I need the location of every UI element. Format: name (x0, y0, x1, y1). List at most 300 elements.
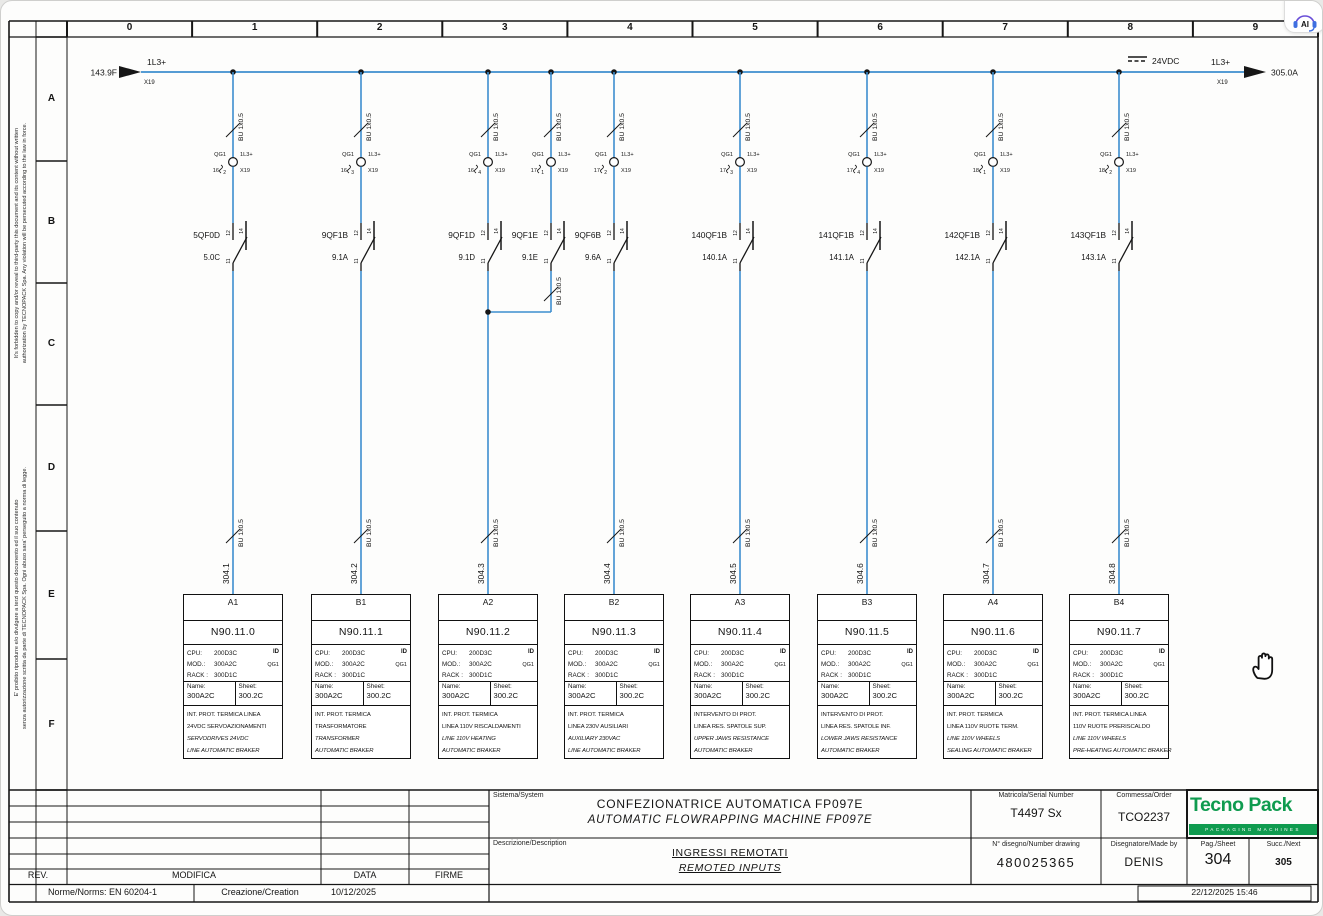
breaker-cross-reference: 9.6A (584, 253, 601, 262)
terminal-circle (547, 158, 556, 167)
block-tag: A3 (691, 595, 789, 621)
block-param-label: CPU: (694, 650, 710, 657)
wire-number-label: 304.8 (1107, 563, 1117, 584)
block-cpu-section (184, 645, 282, 682)
wire-gauge-label: BU 1x0.5 (998, 519, 1005, 547)
bus-right-signal-label: 1L3+ (1211, 57, 1231, 67)
sheet-number: 304 (1204, 851, 1232, 868)
block-sheet-label: Sheet: (872, 683, 891, 690)
ruler-column-number: 5 (752, 22, 758, 33)
block-description (439, 706, 537, 757)
block-param-row (568, 670, 663, 681)
bus-right-connector-label: X19 (1217, 80, 1228, 86)
block-name-cell (565, 682, 617, 705)
block-cpu-section (691, 645, 789, 682)
block-param-value: 300A2C (1100, 661, 1123, 668)
breaker-name-label: 143QF1B (1070, 230, 1106, 240)
block-desc-it-line: LINEA RES. SPATOLE SUP. (694, 724, 767, 730)
breaker-name-label: 9QF1B (321, 230, 348, 240)
terminal-connector-label: X19 (558, 168, 568, 174)
block-param-row (1073, 648, 1168, 659)
block-desc-it-line: INT. PROT. TERMICA (947, 712, 1003, 718)
block-id-marker: ID (907, 649, 913, 655)
block-param-row (821, 648, 916, 659)
breaker-cross-reference: 142.1A (955, 253, 980, 262)
breaker-name-label: 9QF1D (448, 230, 475, 240)
contact-moving-arm (993, 237, 1007, 263)
ruler-column-number: 7 (1002, 22, 1008, 33)
tecnopack-logo-subtitle: PACKAGING MACHINES (1189, 824, 1317, 835)
terminal-block-label: QG1 (974, 152, 986, 158)
block-id-marker: ID (273, 649, 279, 655)
block-name-sheet-row (439, 682, 537, 706)
creation-date: 10/12/2025 (331, 887, 377, 897)
ferrule-hook-symbol (980, 165, 983, 173)
contact-pin-bottom: 11 (733, 258, 739, 264)
schematic-drawing (1, 1, 1323, 916)
block-param-row (315, 648, 410, 659)
block-param-label: MOD.: (947, 661, 966, 668)
block-sheet-value: 300.2C (998, 691, 1024, 700)
block-sheet-label: Sheet: (493, 683, 512, 690)
breaker-name-label: 142QF1B (944, 230, 980, 240)
block-desc-en-line: AUTOMATIC BRAKER (442, 748, 501, 754)
serial-label: Matricola/Serial Number (998, 792, 1074, 799)
io-module-block (943, 594, 1043, 759)
block-param-value: 300D1C (848, 672, 872, 679)
terminal-strip-label: 17 (846, 168, 853, 174)
terminal-circle (610, 158, 619, 167)
block-sheet-value: 300.2C (745, 691, 771, 700)
contact-pin-top: 12 (544, 230, 550, 236)
block-param-row (694, 670, 789, 681)
order-value: TCO2237 (1117, 810, 1171, 824)
block-id-marker: ID (1033, 649, 1039, 655)
wire-gauge-label: BU 1x0.5 (745, 519, 752, 547)
block-desc-en-line: LINE 110V HEATING (442, 736, 496, 742)
terminal-strip-label: 16 (467, 168, 474, 174)
breaker-cross-reference: 141.1A (829, 253, 854, 262)
terminal-pin-number: 2 (223, 170, 226, 176)
terminal-block-label: QG1 (214, 152, 226, 158)
block-param-row (947, 670, 1042, 681)
terminal-signal-label: 1L3+ (240, 152, 253, 158)
block-desc-en-line: SERVODRIVES 24VDC (187, 736, 249, 742)
block-name-label: Name: (568, 683, 587, 690)
wire-gauge-label: BU 1x0.5 (998, 113, 1005, 141)
block-param-value: 300A2C (469, 661, 492, 668)
contact-pin-side: 14 (239, 228, 245, 234)
block-cpu-section (312, 645, 410, 682)
bus-left-signal-label: 1L3+ (147, 57, 167, 67)
creation-label: Creazione/Creation (221, 887, 299, 897)
breaker-name-label: 9QF6B (574, 230, 601, 240)
ruler-column-number: 9 (1252, 22, 1259, 33)
dc-voltage-label: 24VDC (1152, 56, 1180, 66)
block-sheet-label: Sheet: (619, 683, 638, 690)
terminal-circle (229, 158, 238, 167)
terminal-circle (863, 158, 872, 167)
block-param-label: RACK : (187, 672, 208, 679)
block-param-value: 300D1C (214, 672, 238, 679)
row-letter: B (47, 216, 56, 227)
block-param-value: 300D1C (469, 672, 493, 679)
hand-cursor (1247, 645, 1283, 683)
contact-pin-side: 14 (367, 228, 373, 234)
block-address: N90.11.7 (1070, 621, 1168, 645)
next-sheet-label: Succ./Next (1266, 841, 1301, 848)
breaker-cross-reference: 9.1D (458, 253, 475, 262)
terminal-pin-number: 1 (983, 170, 986, 176)
block-sheet-cell (996, 682, 1042, 705)
block-param-value: 300D1C (974, 672, 998, 679)
block-desc-en-line: AUTOMATIC BRAKER (315, 748, 374, 754)
block-param-label: RACK : (947, 672, 968, 679)
block-param-value: 200D3C (595, 650, 619, 657)
block-name-label: Name: (947, 683, 966, 690)
contact-moving-arm (361, 237, 375, 263)
margin-disclaimer-it (14, 399, 29, 797)
terminal-connector-label: X19 (368, 168, 378, 174)
description-label: Descrizione/Description (493, 840, 567, 847)
block-desc-it-line: 110V RUOTE PRERISCALDO (1073, 724, 1151, 730)
terminal-circle (736, 158, 745, 167)
block-desc-en-line: UPPER JAWS RESISTANCE (694, 736, 769, 742)
wire-gauge-label: BU 1x0.5 (1124, 113, 1131, 141)
block-param-value: 200D3C (214, 650, 238, 657)
block-name-value: 300A2C (187, 691, 215, 700)
block-param-value: 200D3C (469, 650, 493, 657)
terminal-block-label: QG1 (1100, 152, 1112, 158)
contact-moving-arm (488, 237, 502, 263)
wire-number-label: 304.2 (349, 563, 359, 584)
wire-gauge-label: BU 1x0.5 (556, 113, 563, 141)
terminal-signal-label: 1L3+ (495, 152, 508, 158)
ferrule-hook-symbol (475, 165, 478, 173)
block-param-label: CPU: (442, 650, 458, 657)
ruler-column-number: 6 (877, 22, 883, 33)
block-address: N90.11.0 (184, 621, 282, 645)
block-sheet-cell (364, 682, 410, 705)
contact-moving-arm (551, 237, 565, 263)
block-desc-en-line: PRE-HEATING AUTOMATIC BRAKER (1073, 748, 1172, 754)
terminal-signal-label: 1L3+ (1126, 152, 1139, 158)
norms-text: Norme/Norms: EN 60204-1 (47, 887, 158, 897)
terminal-signal-label: 1L3+ (621, 152, 634, 158)
block-param-row (315, 670, 410, 681)
block-name-label: Name: (187, 683, 206, 690)
block-param-value: 200D3C (1100, 650, 1124, 657)
terminal-connector-label: X19 (240, 168, 250, 174)
row-letter: D (47, 462, 56, 473)
block-name-label: Name: (694, 683, 713, 690)
block-id-marker: ID (1159, 649, 1165, 655)
wire-number-label: 304.4 (602, 563, 612, 584)
block-desc-en-line: LINE AUTOMATIC BRAKER (568, 748, 641, 754)
order-label: Commessa/Order (1116, 792, 1172, 799)
terminal-pin-number: 4 (857, 170, 860, 176)
contact-pin-top: 12 (733, 230, 739, 236)
contact-pin-side: 14 (873, 228, 879, 234)
disclaimer-en-line1: It's forbidden to copy and/or reveal to third-party this document and its content without written (14, 127, 20, 359)
block-description (565, 706, 663, 757)
terminal-circle (484, 158, 493, 167)
block-qg-marker: QG1 (267, 662, 279, 668)
block-description (184, 706, 282, 757)
block-cpu-section (565, 645, 663, 682)
block-param-label: CPU: (821, 650, 837, 657)
block-tag: B3 (818, 595, 916, 621)
block-id-marker: ID (654, 649, 660, 655)
block-qg-marker: QG1 (648, 662, 660, 668)
contact-pin-side: 14 (494, 228, 500, 234)
block-sheet-cell (617, 682, 663, 705)
terminal-pin-number: 2 (1109, 170, 1112, 176)
block-name-value: 300A2C (568, 691, 596, 700)
block-name-sheet-row (818, 682, 916, 706)
block-desc-en-line: LINE 110V WHEELS (1073, 736, 1126, 742)
block-param-value: 200D3C (848, 650, 872, 657)
block-id-marker: ID (780, 649, 786, 655)
block-param-label: RACK : (821, 672, 842, 679)
block-tag: A2 (439, 595, 537, 621)
terminal-connector-label: X19 (1000, 168, 1010, 174)
block-name-label: Name: (1073, 683, 1092, 690)
block-sheet-cell (743, 682, 789, 705)
data-header: DATA (353, 870, 377, 880)
breaker-cross-reference: 9.1A (331, 253, 348, 262)
contact-pin-bottom: 11 (226, 258, 232, 264)
block-param-label: MOD.: (315, 661, 334, 668)
block-desc-it-line: INT. PROT. TERMICA LINEA (1073, 712, 1147, 718)
drawing-number-value: 480025365 (996, 855, 1076, 870)
block-qg-marker: QG1 (395, 662, 407, 668)
rev-header: REV. (27, 870, 49, 880)
block-tag: B2 (565, 595, 663, 621)
row-letter: F (48, 718, 55, 730)
block-qg-marker: QG1 (901, 662, 913, 668)
breaker-cross-reference: 140.1A (702, 253, 727, 262)
terminal-strip-label: 17 (593, 168, 600, 174)
block-tag: A4 (944, 595, 1042, 621)
ai-button-label: AI (1301, 20, 1309, 29)
merge-junction-dot (485, 309, 491, 315)
terminal-connector-label: X19 (1126, 168, 1136, 174)
block-sheet-value: 300.2C (366, 691, 392, 700)
ferrule-hook-symbol (854, 165, 857, 173)
breaker-name-label: 141QF1B (818, 230, 854, 240)
wire-number-label: 304.6 (855, 563, 865, 584)
block-param-label: RACK : (568, 672, 589, 679)
io-module-block (1069, 594, 1172, 759)
block-desc-it-line: LINEA 230V AUSILIARI (568, 724, 628, 730)
terminal-strip-label: 18 (972, 168, 979, 174)
block-param-label: CPU: (315, 650, 331, 657)
drawing-number-label: N° disegno/Number drawing (992, 841, 1080, 848)
block-id-marker: ID (528, 649, 534, 655)
contact-moving-arm (867, 237, 881, 263)
block-param-value: 300D1C (595, 672, 619, 679)
block-param-value: 300A2C (214, 661, 237, 668)
block-param-label: CPU: (187, 650, 203, 657)
block-name-value: 300A2C (1073, 691, 1101, 700)
block-sheet-value: 300.2C (872, 691, 898, 700)
contact-moving-arm (233, 237, 247, 263)
contact-pin-bottom: 11 (481, 258, 487, 264)
terminal-strip-label: 17 (530, 168, 537, 174)
block-desc-en-line: AUTOMATIC BRAKER (694, 748, 753, 754)
block-id-marker: ID (401, 649, 407, 655)
ferrule-hook-symbol (220, 165, 223, 173)
bus-left-arrow (119, 66, 141, 78)
wire-gauge-label: BU 1x0.5 (872, 113, 879, 141)
terminal-connector-label: X19 (495, 168, 505, 174)
block-sheet-cell (1122, 682, 1168, 705)
terminal-circle (357, 158, 366, 167)
block-param-label: MOD.: (442, 661, 461, 668)
block-name-label: Name: (821, 683, 840, 690)
contact-pin-top: 12 (1112, 230, 1118, 236)
block-desc-en-line: LINE 110V WHEELS (947, 736, 1000, 742)
block-param-value: 200D3C (721, 650, 745, 657)
block-param-label: CPU: (947, 650, 963, 657)
wire-number-label: 304.7 (981, 563, 991, 584)
block-address: N90.11.1 (312, 621, 410, 645)
wire-gauge-label: BU 1x0.5 (619, 113, 626, 141)
block-param-label: MOD.: (568, 661, 587, 668)
wire-gauge-label: BU 1x0.5 (1124, 519, 1131, 547)
block-desc-it-line: INTERVENTO DI PROT. (694, 712, 757, 718)
block-desc-it-line: LINEA RES. SPATOLE INF. (821, 724, 891, 730)
io-module-block (438, 594, 538, 759)
terminal-pin-number: 3 (730, 170, 733, 176)
block-param-value: 300A2C (974, 661, 997, 668)
block-param-label: RACK : (1073, 672, 1094, 679)
disclaimer-en-line2: authorization by TECNOPACK Spa. Any violation will be persecuted according to the law in force. (21, 122, 28, 364)
block-name-cell (312, 682, 364, 705)
wire-gauge-label: BU 1x0.5 (745, 113, 752, 141)
terminal-circle (989, 158, 998, 167)
system-title-it: CONFEZIONATRICE AUTOMATICA FP097E (596, 797, 864, 811)
terminal-pin-number: 4 (478, 170, 481, 176)
sheet-label: Pag./Sheet (1200, 841, 1236, 848)
wire-gauge-label: BU 1x0.5 (366, 113, 373, 141)
contact-pin-bottom: 11 (544, 258, 550, 264)
block-name-cell (691, 682, 743, 705)
block-name-cell (184, 682, 236, 705)
block-desc-it-line: LINEA 110V RISCALDAMENTI (442, 724, 521, 730)
next-sheet-number: 305 (1275, 857, 1292, 868)
ruler-column-number: 2 (376, 22, 383, 33)
block-param-label: MOD.: (821, 661, 840, 668)
print-datetime: 22/12/2025 15:46 (1191, 887, 1258, 897)
block-desc-en-line: AUXILIARY 230VAC (568, 736, 621, 742)
block-name-value: 300A2C (947, 691, 975, 700)
block-name-value: 300A2C (315, 691, 343, 700)
block-desc-it-line: INT. PROT. TERMICA (315, 712, 371, 718)
block-sheet-label: Sheet: (998, 683, 1017, 690)
bus-left-reference: 143.9F (90, 67, 117, 78)
disclaimer-it-line2: senza autorizzazione scritta da parte di TECNOPACK Spa. Ogni abuso sara' perseguito a norma di legge. (21, 466, 28, 730)
ferrule-hook-symbol (348, 165, 351, 173)
contact-pin-bottom: 11 (607, 258, 613, 264)
block-address: N90.11.3 (565, 621, 663, 645)
ai-headset-icon (1288, 10, 1322, 32)
block-param-row (187, 670, 282, 681)
description-it: INGRESSI REMOTATI (672, 847, 788, 859)
block-param-value: 300D1C (342, 672, 366, 679)
block-param-row (694, 648, 789, 659)
breaker-name-label: 140QF1B (691, 230, 727, 240)
terminal-block-label: QG1 (848, 152, 860, 158)
io-module-block (690, 594, 790, 759)
block-cpu-section (439, 645, 537, 682)
wire-number-label: 304.5 (728, 563, 738, 584)
breaker-name-label: 9QF1E (511, 230, 538, 240)
row-letter: C (47, 338, 56, 349)
block-param-label: CPU: (568, 650, 584, 657)
block-desc-it-line: LINEA 110V RUOTE TERM. (947, 724, 1019, 730)
block-param-label: MOD.: (1073, 661, 1092, 668)
block-tag: A1 (184, 595, 282, 621)
block-desc-it-line: INTERVENTO DI PROT. (821, 712, 884, 718)
block-param-row (1073, 670, 1168, 681)
block-desc-en-line: LOWER JAWS RESISTANCE (821, 736, 898, 742)
contact-pin-side: 14 (1125, 228, 1131, 234)
wire-gauge-label: BU 1x0.5 (238, 519, 245, 547)
block-desc-en-line: LINE AUTOMATIC BRAKER (187, 748, 260, 754)
wire-gauge-label: BU 1x0.5 (366, 519, 373, 547)
wire-gauge-label: BU 1x0.5 (556, 277, 563, 305)
block-sheet-cell (870, 682, 916, 705)
io-module-block (817, 594, 917, 759)
io-module-block (564, 594, 664, 759)
block-name-label: Name: (315, 683, 334, 690)
ai-assistant-button[interactable] (1284, 0, 1323, 33)
block-sheet-cell (236, 682, 282, 705)
block-sheet-label: Sheet: (745, 683, 764, 690)
block-sheet-value: 300.2C (493, 691, 519, 700)
terminal-connector-label: X19 (874, 168, 884, 174)
block-sheet-label: Sheet: (1124, 683, 1143, 690)
tecnopack-logo: Tecno Pack (1190, 794, 1292, 816)
block-param-value: 300D1C (721, 672, 745, 679)
contact-pin-side: 14 (746, 228, 752, 234)
block-name-value: 300A2C (694, 691, 722, 700)
bus-right-reference: 305.0A (1271, 67, 1298, 78)
terminal-signal-label: 1L3+ (747, 152, 760, 158)
block-param-label: RACK : (315, 672, 336, 679)
ruler-column-number: 3 (502, 22, 508, 33)
bus-left-connector-label: X19 (144, 80, 155, 86)
terminal-block-label: QG1 (469, 152, 481, 158)
block-param-row (442, 648, 537, 659)
block-sheet-value: 300.2C (619, 691, 645, 700)
block-address: N90.11.5 (818, 621, 916, 645)
wire-gauge-label: BU 1x0.5 (872, 519, 879, 547)
terminal-signal-label: 1L3+ (874, 152, 887, 158)
breaker-cross-reference: 9.1E (521, 253, 538, 262)
contact-pin-bottom: 11 (354, 258, 360, 264)
block-address: N90.11.4 (691, 621, 789, 645)
contact-pin-top: 12 (481, 230, 487, 236)
terminal-block-label: QG1 (595, 152, 607, 158)
terminal-strip-label: 17 (719, 168, 726, 174)
block-sheet-label: Sheet: (366, 683, 385, 690)
block-param-value: 300A2C (721, 661, 744, 668)
modifica-header: MODIFICA (172, 870, 216, 880)
ruler-column-number: 1 (251, 22, 258, 33)
